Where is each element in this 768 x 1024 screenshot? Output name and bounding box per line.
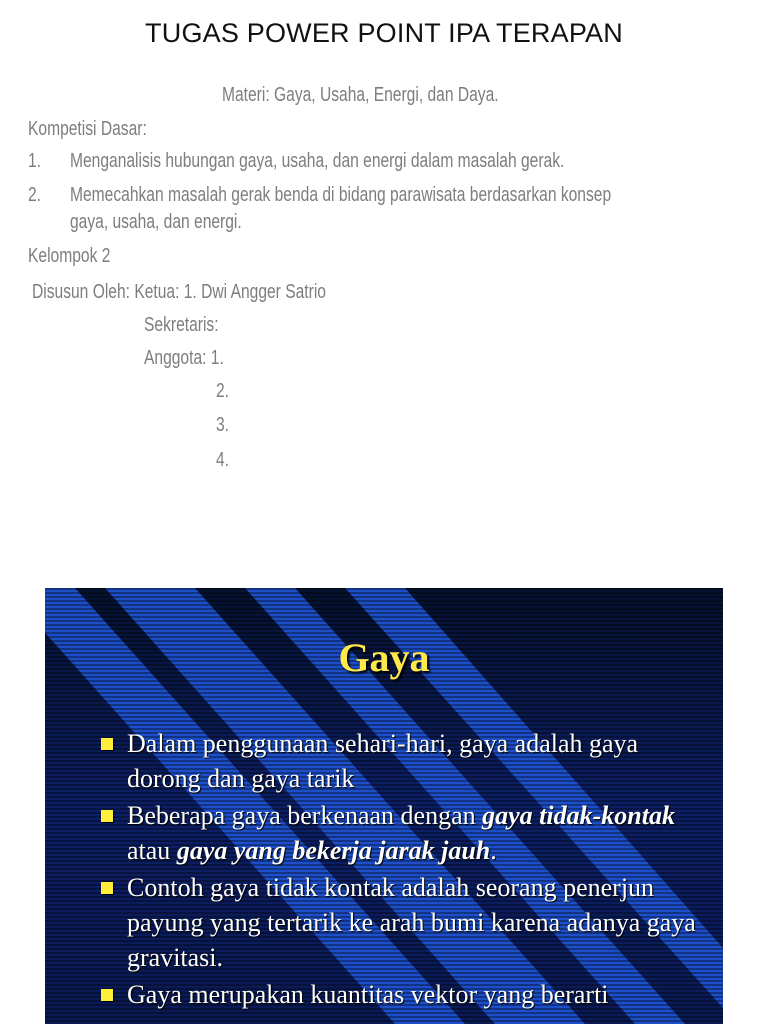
bullet-square-icon — [101, 989, 113, 1001]
kompetensi-label: Kompetisi Dasar: — [28, 118, 147, 140]
bullet-item — [101, 726, 701, 796]
bullet-emphasis: gaya tidak-kontak — [482, 801, 675, 830]
bullet-item — [101, 798, 701, 868]
bullet-emphasis: gaya yang bekerja jarak jauh — [176, 836, 491, 865]
bullet-item — [101, 870, 701, 975]
bullet-square-icon — [101, 810, 113, 822]
kompetensi-1-number: 1. — [28, 150, 42, 172]
kompetensi-2-text-line1: Memecahkan masalah gerak benda di bidang parawisata berdasarkan konsep — [70, 184, 612, 206]
disusun-oleh: Disusun Oleh: Ketua: 1. Dwi Angger Satrio — [32, 281, 326, 303]
bullet-square-icon — [101, 882, 113, 894]
slide-title: Gaya — [338, 635, 430, 680]
materi-line: Materi: Gaya, Usaha, Energi, dan Daya. — [222, 84, 499, 106]
bullet-text: Beberapa gaya berkenaan dengan — [127, 801, 483, 830]
bullet-text: Gaya merupakan kuantitas vektor yang berarti — [127, 980, 609, 1009]
bullet-text: Dalam penggunaan sehari-hari, gaya adalah gaya dorong dan gaya tarik — [127, 729, 639, 793]
bullet-item — [101, 977, 701, 1012]
bullet-text: atau — [127, 836, 177, 865]
bullet-text: . — [490, 836, 497, 865]
anggota-number-2: 2. — [216, 380, 230, 402]
bullet-square-icon — [101, 738, 113, 750]
kompetensi-1-text: Menganalisis hubungan gaya, usaha, dan energi dalam masalah gerak. — [70, 150, 565, 172]
slide-gaya — [45, 588, 723, 1024]
bullet-text: Contoh gaya tidak kontak adalah seorang penerjun payung yang tertarik ke arah bumi karena adanya gaya gravitasi. — [127, 873, 696, 972]
slide-bullet-list — [101, 726, 701, 1014]
sekretaris-label: Sekretaris: — [144, 314, 219, 336]
anggota-number-3: 3. — [216, 414, 230, 436]
page-title: TUGAS POWER POINT IPA TERAPAN — [145, 18, 623, 48]
kompetensi-2-number: 2. — [28, 184, 42, 206]
kompetensi-2-text-line2: gaya, usaha, dan energi. — [70, 211, 242, 233]
anggota-label: Anggota: 1. — [144, 347, 224, 369]
kelompok-label: Kelompok 2 — [28, 245, 111, 267]
anggota-number-4: 4. — [216, 449, 230, 471]
